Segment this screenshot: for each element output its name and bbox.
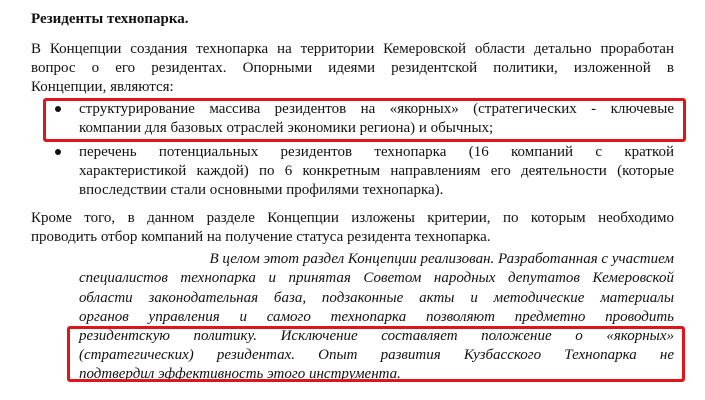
quote-line: органов управления и самого технопарка позволяют предметно проводить <box>79 309 674 325</box>
quote-line: специалистов технопарка и принятая Советом народных депутатов Кемеровской <box>79 270 674 286</box>
section-heading: Резиденты технопарка. <box>31 11 189 27</box>
paragraph-line: проводить отбор компаний на получение статуса резидента технопарка. <box>31 229 491 245</box>
intro-line: вопрос о его резидентах. Опорными идеями резидентской политики, изложенной в <box>31 60 674 76</box>
bullet-marker <box>55 149 61 155</box>
quote-line: области законодательная база, подзаконные акты и методические материалы <box>79 290 674 306</box>
quote-line: резидентскую политику. Исключение составляет положение о «якорных» <box>79 328 674 344</box>
intro-line: Концепции, являются: <box>31 79 174 95</box>
intro-line: В Концепции создания технопарка на территории Кемеровской области детально проработан <box>31 41 674 57</box>
bullet-marker <box>55 106 61 112</box>
bullet-line: впоследствии стали основными профилями технопарка). <box>79 182 444 198</box>
bullet-line: перечень потенциальных резидентов технопарка (16 компаний с краткой <box>79 144 674 160</box>
paragraph-line: Кроме того, в данном разделе Концепции изложены критерии, по которым необходимо <box>31 210 674 226</box>
quote-line: В целом этот раздел Концепции реализован. Разработанная с участием <box>209 251 674 267</box>
bullet-line: структурирование массива резидентов на «якорных» (стратегических - ключевые <box>79 101 674 117</box>
quote-line: (стратегических) резидентах. Опыт развития Кузбасского Технопарка не <box>79 347 674 363</box>
bullet-line: компании для базовых отраслей экономики региона) и обычных; <box>79 120 494 136</box>
bullet-line: характеристикой каждой) по 6 конкретным направлениям его деятельности (которые <box>79 163 674 179</box>
quote-line: подтвердил эффективность этого инструмента. <box>79 366 401 382</box>
